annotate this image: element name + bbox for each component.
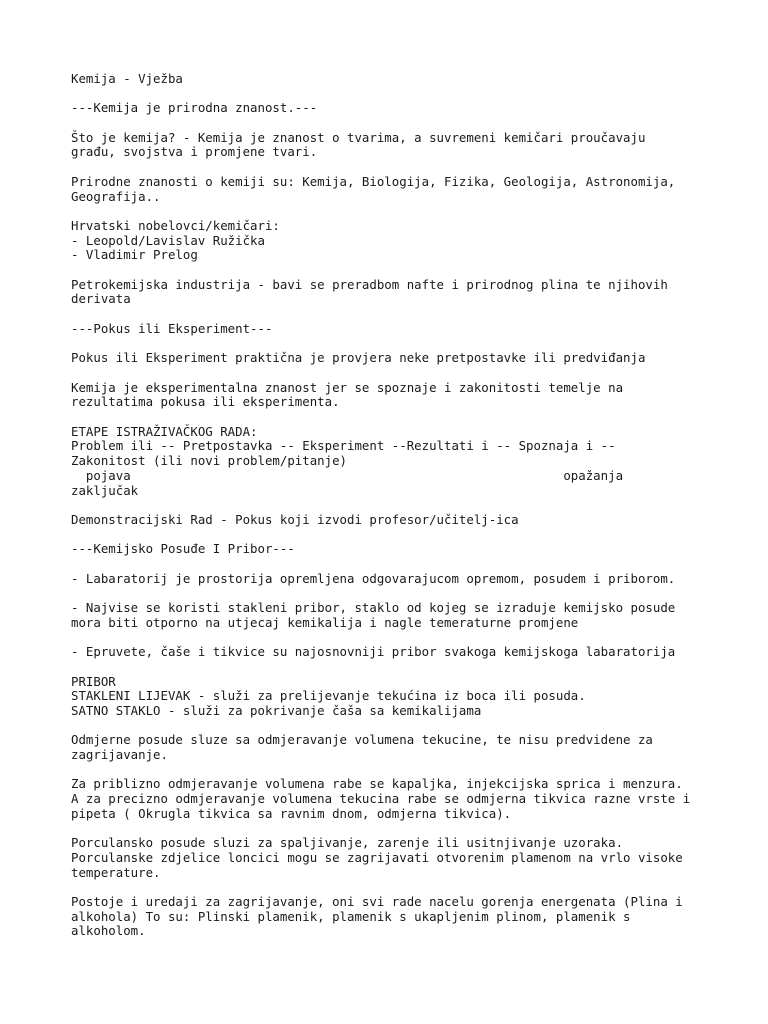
text-line: zagrijavanje. bbox=[71, 747, 168, 763]
paragraph bbox=[71, 219, 711, 263]
paragraph bbox=[71, 131, 711, 160]
list-item: - Vladimir Prelog bbox=[71, 247, 198, 263]
text-line: Porculansko posude sluzi za spaljivanje, zarenje ili usitnjivanje uzoraka. bbox=[71, 835, 624, 851]
text-line: zaključak bbox=[71, 482, 139, 498]
paragraph bbox=[71, 675, 711, 719]
text-line: STAKLENI LIJEVAK - služi za prelijevanje tekućina iz boca ili posuda. bbox=[71, 688, 586, 704]
doc-title bbox=[71, 72, 711, 87]
paragraph bbox=[71, 572, 711, 587]
text-line: mora biti otporno na utjecaj kemikalija i nagle temeraturne promjene bbox=[71, 614, 579, 630]
text-line: pipeta ( Okrugla tikvica sa ravnim dnom, odmjerna tikvica). bbox=[71, 805, 512, 821]
list-item: - Leopold/Lavislav Ružička bbox=[71, 232, 265, 248]
paragraph bbox=[71, 645, 711, 660]
text-line: Zakonitost (ili novi problem/pitanje) bbox=[71, 453, 348, 469]
paragraph bbox=[71, 381, 711, 410]
text-line: Za priblizno odmjeravanje volumena rabe se kapaljka, injekcijska sprica i menzura. bbox=[71, 776, 683, 792]
text-line: SATNO STAKLO - služi za pokrivanje čaša sa kemikalijama bbox=[71, 703, 482, 718]
text-line: ---Pokus ili Eksperiment--- bbox=[71, 320, 273, 336]
section-heading bbox=[71, 322, 711, 337]
paragraph bbox=[71, 601, 711, 630]
text-line: pojava opažanja bbox=[71, 467, 624, 483]
text-line: Pokus ili Eksperiment praktična je provjera neke pretpostavke ili predviđanja bbox=[71, 350, 646, 366]
paragraph bbox=[71, 513, 711, 528]
text-line: - Najvise se koristi stakleni pribor, staklo od kojeg se izraduje kemijsko posude bbox=[71, 600, 676, 616]
section-heading bbox=[71, 101, 711, 116]
text-line: alkoholom. bbox=[71, 923, 146, 939]
text-line: Odmjerne posude sluze sa odmjeravanje volumena tekucine, te nisu predvidene za bbox=[71, 732, 653, 748]
paragraph bbox=[71, 351, 711, 366]
text-line: Što je kemija? - Kemija je znanost o tvarima, a suvremeni kemičari proučavaju bbox=[71, 129, 646, 145]
paragraph bbox=[71, 733, 711, 762]
text-line: Geografija.. bbox=[71, 188, 161, 204]
document-page bbox=[71, 72, 711, 954]
text-line: - Labaratorij je prostorija opremljena odgovarajucom opremom, posudem i priborom. bbox=[71, 570, 676, 586]
text-line: ---Kemija je prirodna znanost.--- bbox=[71, 100, 318, 116]
text-line: Demonstracijski Rad - Pokus koji izvodi profesor/učitelj-ica bbox=[71, 511, 519, 527]
text-line: Prirodne znanosti o kemiji su: Kemija, Biologija, Fizika, Geologija, Astronomija, bbox=[71, 173, 676, 189]
paragraph bbox=[71, 175, 711, 204]
text-line: Postoje i uredaji za zagrijavanje, oni svi rade nacelu gorenja energenata (Plina i bbox=[71, 894, 683, 910]
text-line: Kemija je eksperimentalna znanost jer se spoznaje i zakonitosti temelje na bbox=[71, 379, 624, 395]
text-line: A za precizno odmjeravanje volumena tekucina rabe se odmjerna tikvica razne vrste i bbox=[71, 791, 691, 807]
text-line: Petrokemijska industrija - bavi se preradbom nafte i prirodnog plina te njihovih bbox=[71, 276, 668, 292]
paragraph bbox=[71, 777, 711, 821]
text-line: ETAPE ISTRAŽIVAČKOG RADA: bbox=[71, 423, 258, 439]
text-line: - Epruvete, čaše i tikvice su najosnovniji pribor svakoga kemijskoga labaratorija bbox=[71, 644, 676, 660]
text-line: građu, svojstva i promjene tvari. bbox=[71, 144, 318, 160]
text-line: temperature. bbox=[71, 864, 161, 880]
paragraph bbox=[71, 836, 711, 880]
text-line: derivata bbox=[71, 291, 131, 307]
text-line: alkohola) To su: Plinski plamenik, plamenik s ukapljenim plinom, plamenik s bbox=[71, 908, 631, 924]
text-line: Porculanske zdjelice loncici mogu se zagrijavati otvorenim plamenom na vrlo visoke bbox=[71, 849, 683, 865]
text-line: Problem ili -- Pretpostavka -- Eksperiment --Rezultati i -- Spoznaja i -- bbox=[71, 438, 616, 454]
paragraph bbox=[71, 278, 711, 307]
text-line: ---Kemijsko Posuđe I Pribor--- bbox=[71, 541, 295, 557]
text-line: Hrvatski nobelovci/kemičari: bbox=[71, 217, 280, 233]
section-heading bbox=[71, 542, 711, 557]
paragraph bbox=[71, 425, 711, 499]
paragraph bbox=[71, 895, 711, 939]
text-line: PRIBOR bbox=[71, 673, 116, 689]
text-line: rezultatima pokusa ili eksperimenta. bbox=[71, 394, 340, 410]
text-line: Kemija - Vježba bbox=[71, 71, 183, 86]
